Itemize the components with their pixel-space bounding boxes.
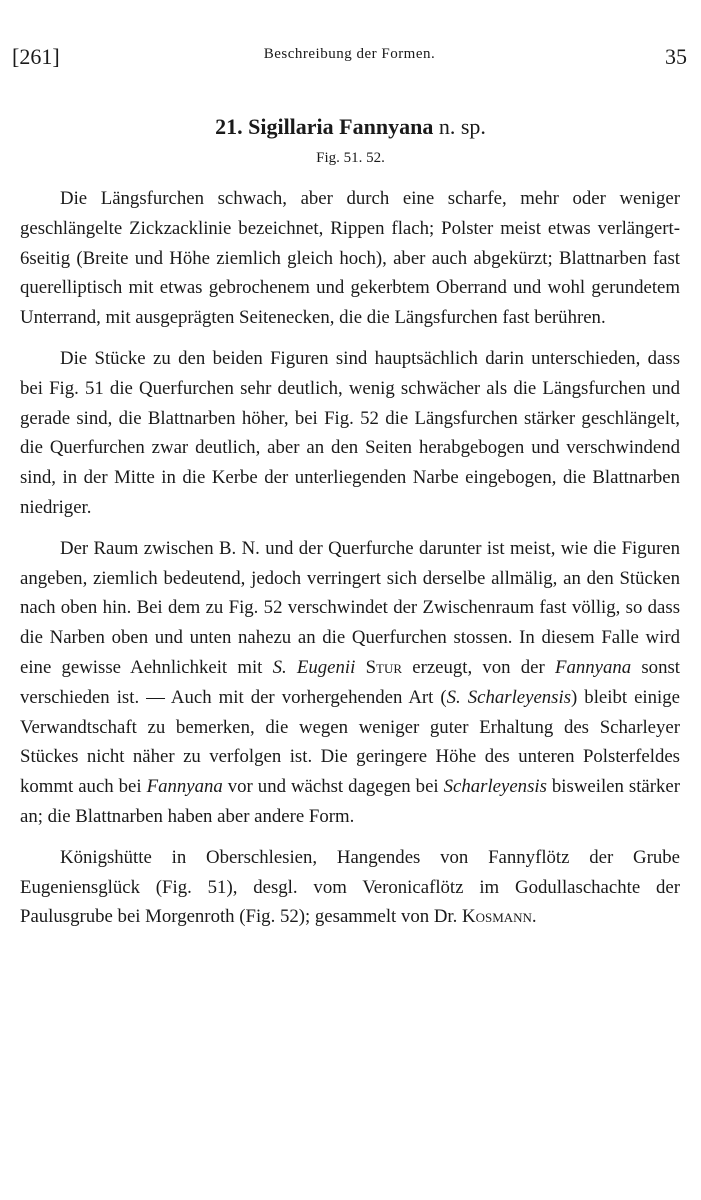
body-text <box>20 184 680 943</box>
text-run: erzeugt, von der <box>402 656 555 678</box>
species-ref-fannyana: Fannyana <box>555 656 632 678</box>
species-name: Sigillaria Fannyana <box>248 114 434 139</box>
species-ref-fannyana: Fannyana <box>146 776 223 798</box>
paragraph-comparison: Die Stücke zu den beiden Figuren sind hauptsächlich darin unterschieden, dass bei Fig. 51 die Querfurchen sehr deutlich, wenig schwächer als die Längsfurchen und gerade sind, die Blattnarben höher, bei Fig. 52 die Längsfurchen stärker geschlängelt, die Querfurchen zwar deutlich, aber an den Seiten herabgebogen und verschwindend sind, in der Mitte in die Kerbe der unterliegenden Narbe eingebogen, die Blattnarben niedriger. <box>20 347 680 518</box>
species-author: n. sp. <box>438 114 486 139</box>
figure-reference: Fig. 51. 52. <box>316 150 385 166</box>
paragraph-locality <box>20 843 680 932</box>
running-title: Beschreibung der Formen. <box>263 46 436 62</box>
species-ref-scharleyensis: S. Scharleyensis <box>446 686 572 708</box>
paragraph-description: Die Längsfurchen schwach, aber durch eine scharfe, mehr oder weniger geschlängelte Zickzacklinie bezeichnet, Rippen flach; Polster meist etwas verlängert-6seitig (Breite und Höhe ziemlich gleich hoch), aber auch abgekürzt; Blattnarben fast querelliptisch mit etwas gebrochenem und gekerbtem Oberrand und wohl gerundetem Unterrand, mit ausgeprägten Seitenecken, die die Längsfurchen fast berühren. <box>20 188 680 329</box>
page-number: 35 <box>665 44 687 69</box>
species-title <box>0 114 701 140</box>
text-run: sonst verschieden ist. — Auch mit der vorhergehenden Art ( <box>20 656 680 708</box>
species-ref-eugenii: S. Eugenii <box>272 656 356 678</box>
original-page-number: [261] <box>12 44 60 69</box>
text-run: bisweilen stärker an; die Blattnarben haben aber andere Form. <box>20 776 680 827</box>
text-run: . <box>531 906 537 928</box>
text-run: Königshütte in Oberschlesien, Hangendes von Fannyflötz der Grube Eugeniensglück (Fig. 51), desgl. vom Veronicaflötz im Godullaschachte der Paulusgrube bei Morgenroth (Fig. 52); gesammelt von Dr. <box>20 846 680 928</box>
author-stur: Stur <box>365 656 403 678</box>
page-header <box>12 44 687 74</box>
species-number: 21. <box>215 114 243 139</box>
paragraph-affinity <box>20 534 680 832</box>
text-run: Der Raum zwischen B. N. und der Querfurche darunter ist meist, wie die Figuren angeben, ziemlich bedeutend, jedoch verringert sich derselbe allmälig, an den Stücken nach oben hin. Bei dem zu Fig. 52 verschwindet der Zwischenraum fast völlig, so dass die Narben oben und unten nahezu an die Querfurchen stossen. In diesem Falle wird eine gewisse Aehnlichkeit mit <box>20 537 680 678</box>
species-ref-scharleyensis: Scharleyensis <box>443 776 547 798</box>
text-run: ) bleibt einige Verwandtschaft zu bemerken, die wegen weniger guter Erhaltung des Scharleyer Stückes nicht näher zu verfolgen ist. Die geringere Höhe des unteren Polsterfeldes kommt auch bei <box>20 686 680 798</box>
collector-name: Kosmann <box>462 906 532 928</box>
text-run: vor und wächst dagegen bei <box>222 776 444 798</box>
